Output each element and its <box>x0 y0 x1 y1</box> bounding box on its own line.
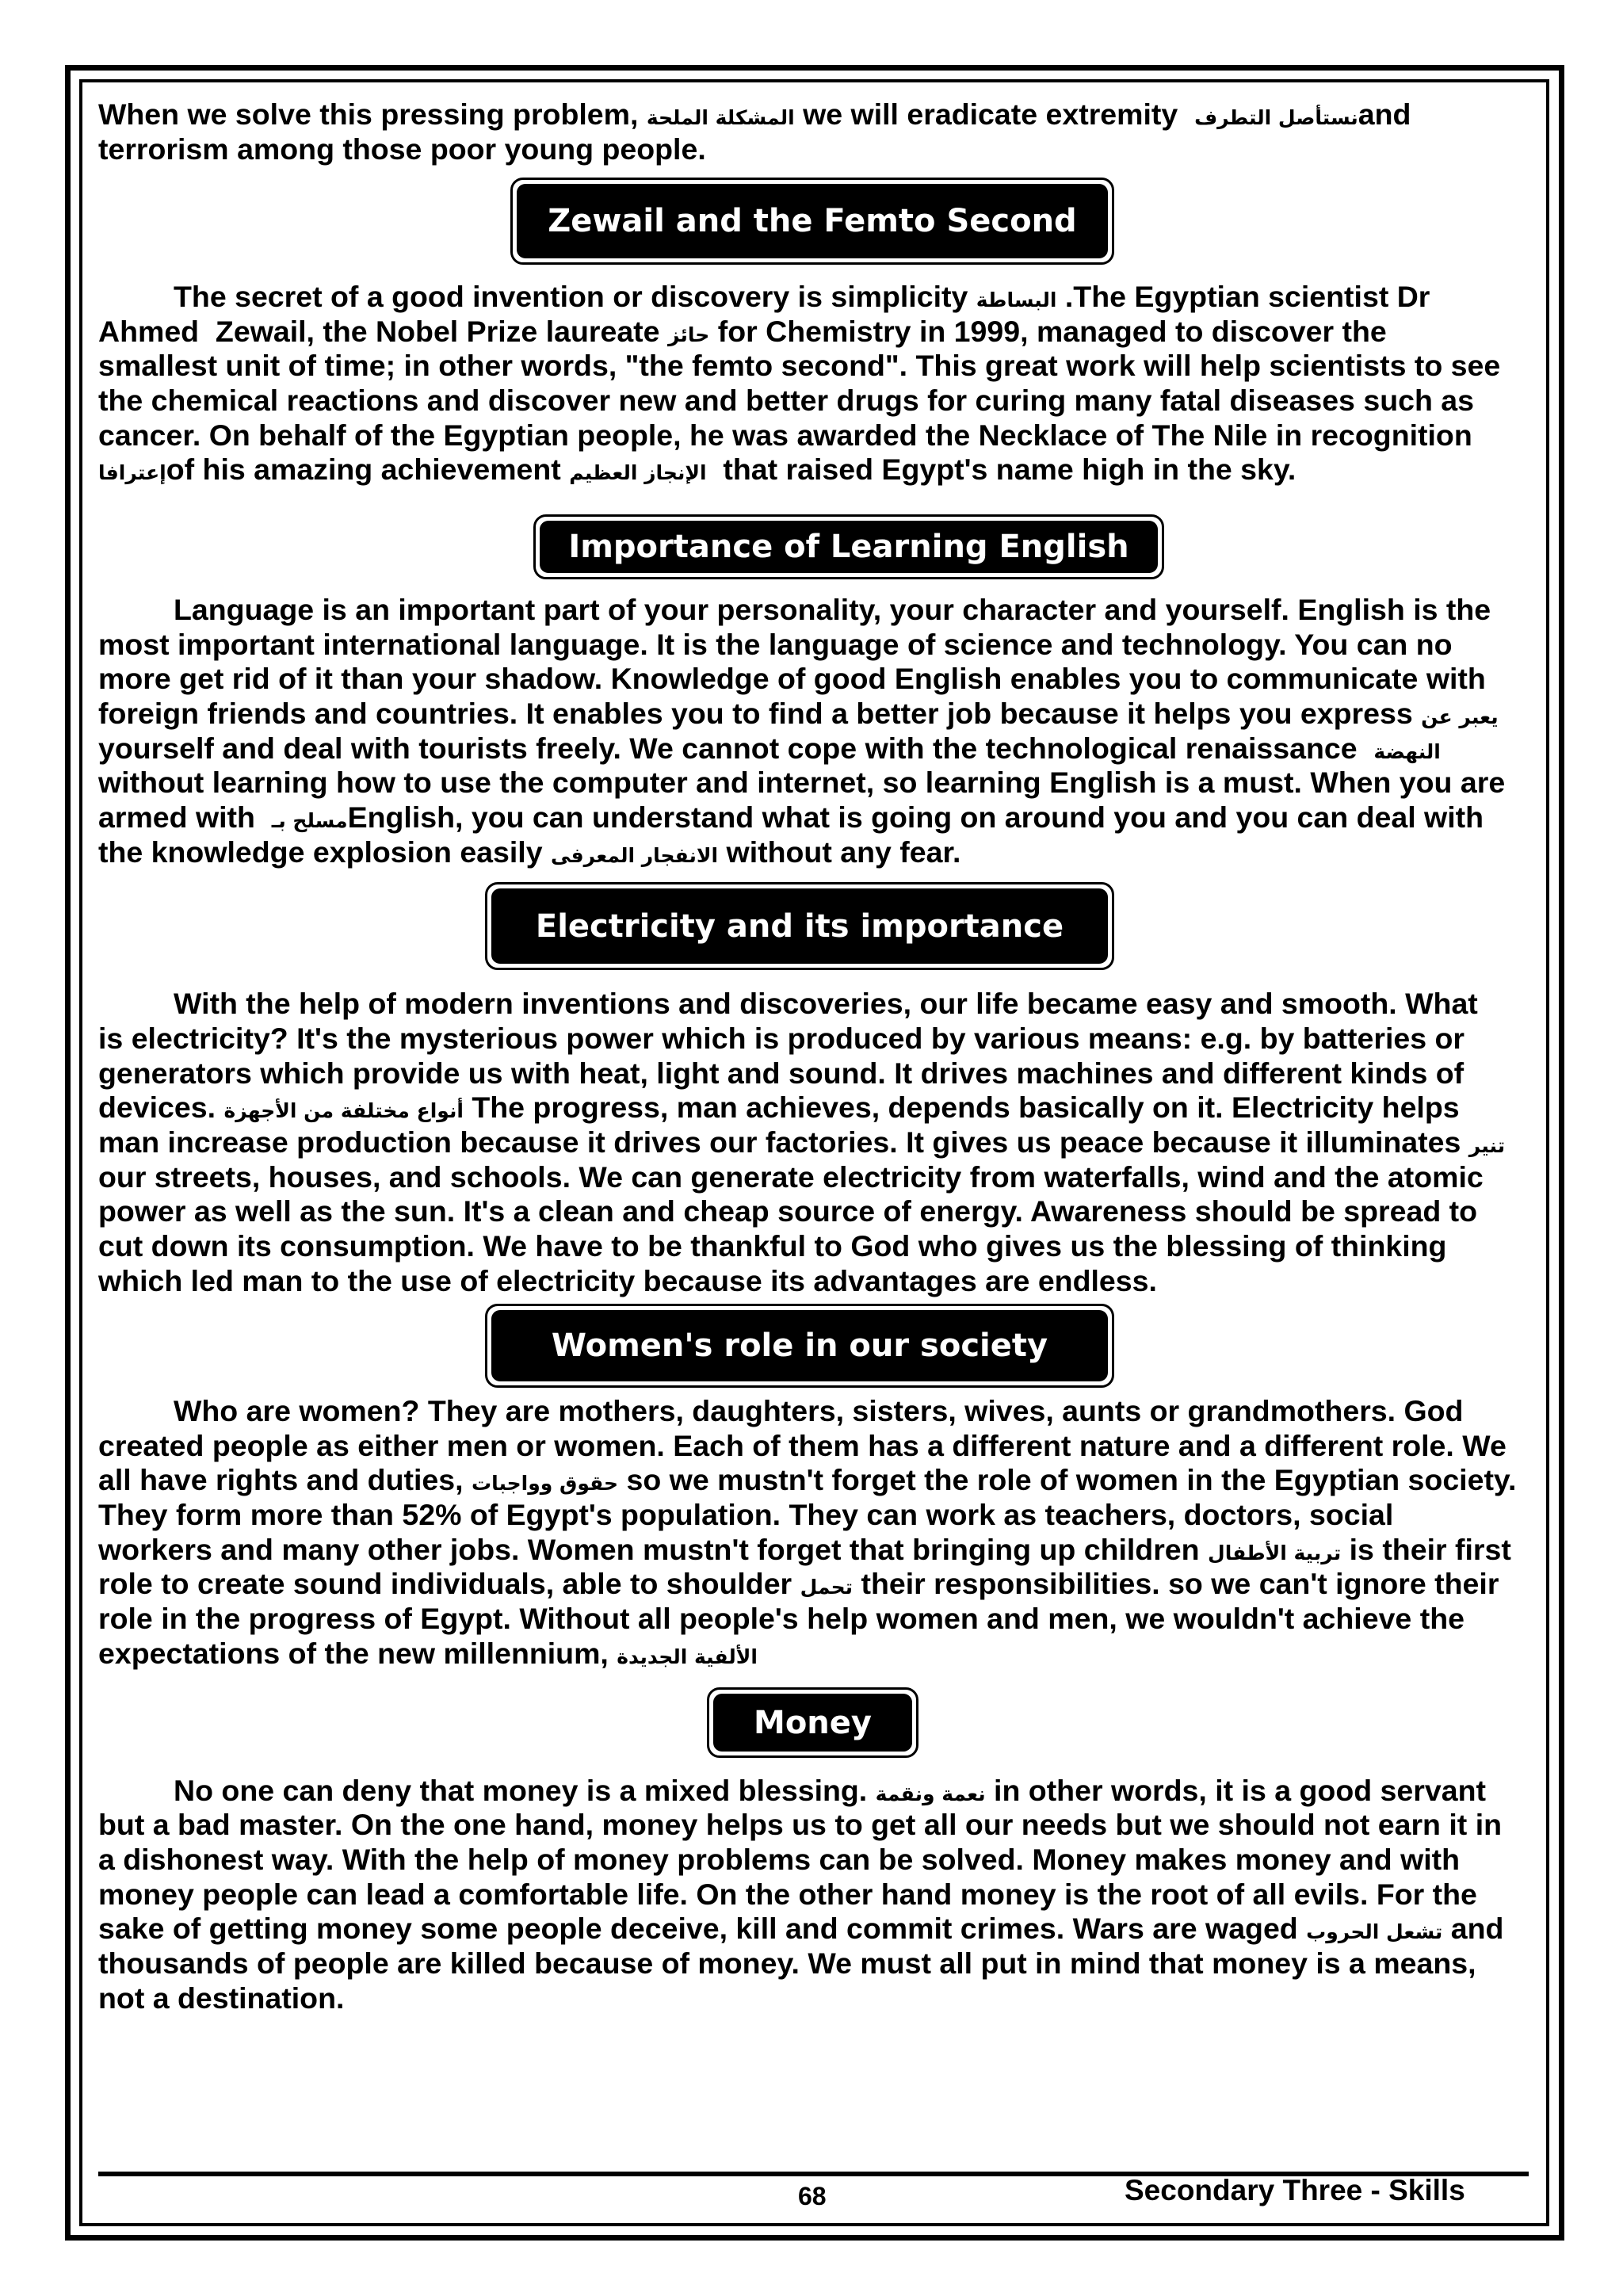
text-line <box>98 593 1541 628</box>
text-line <box>98 1981 1541 2016</box>
text-segment: Ahmed Zewail, the Nobel Prize laureate <box>98 314 668 348</box>
text-line <box>98 732 1541 766</box>
text-line <box>98 697 1541 732</box>
text-segment: more get rid of it than your shadow. Knowledge of good English enables you to communicate with <box>98 662 1486 696</box>
text-line <box>98 1056 1541 1091</box>
page-number: 68 <box>798 2182 827 2210</box>
text-line <box>98 1091 1541 1125</box>
text-segment: is electricity? It's the mysterious power which is produced by various means: e.g. by batteries or <box>98 1021 1465 1055</box>
text-segment: in other words, it is a good servant <box>985 1773 1486 1807</box>
text-segment: man increase production because it drives our factories. It gives us peace because it illuminates <box>98 1125 1469 1159</box>
text-segment: No one can deny that money is a mixed blessing. <box>174 1773 876 1807</box>
text-segment: generators which provide us with heat, light and sound. It drives machines and different kinds of <box>98 1056 1465 1090</box>
arabic-gloss: نستأصل التطرف <box>1194 106 1358 129</box>
text-line <box>98 1843 1541 1878</box>
arabic-gloss: البساطة <box>976 288 1057 311</box>
text-line <box>98 662 1541 697</box>
arabic-gloss: نعمة ونقمة <box>875 1782 986 1805</box>
text-line <box>98 453 1541 487</box>
text-segment: The secret of a good invention or discovery is simplicity <box>174 279 976 313</box>
text-segment: terrorism among those poor young people. <box>98 132 706 166</box>
arabic-gloss: الانفجار المعرفى <box>551 843 719 867</box>
arabic-gloss: تشعل الحروب <box>1306 1920 1443 1944</box>
arabic-gloss: حائز <box>667 323 710 346</box>
text-line <box>98 1229 1541 1264</box>
paragraph-zewail <box>98 280 1541 487</box>
intro-paragraph <box>98 97 1541 166</box>
text-line <box>98 1429 1541 1464</box>
text-segment: thousands of people are killed because of money. We must all put in mind that money is a means, <box>98 1946 1476 1981</box>
text-segment: With the help of modern inventions and discoveries, our life became easy and smooth. What <box>174 987 1478 1021</box>
text-line <box>98 987 1541 1022</box>
text-segment: When we solve this pressing problem, <box>98 97 647 131</box>
arabic-gloss: الألفية الجديدة <box>617 1645 758 1668</box>
text-line <box>98 1878 1541 1912</box>
text-segment: money people can lead a comfortable life. On the other hand money is the root of all evils. For the <box>98 1877 1477 1911</box>
text-segment: we will eradicate extremity <box>794 97 1195 131</box>
text-segment: armed with <box>98 800 272 835</box>
text-line <box>98 1125 1541 1160</box>
text-segment: a dishonest way. With the help of money problems can be solved. Money makes money and with <box>98 1843 1461 1877</box>
text-line <box>98 1394 1541 1429</box>
text-segment: cancer. On behalf of the Egyptian people, he was awarded the Necklace of The Nile in recognition <box>98 418 1472 452</box>
text-segment: role to create sound individuals, able to shoulder <box>98 1567 800 1601</box>
text-segment: power as well as the sun. It's a clean and cheap source of energy. Awareness should be spread to <box>98 1194 1478 1228</box>
text-segment: English, you can understand what is going on around you and you can deal with <box>347 800 1484 835</box>
text-segment: and <box>1442 1912 1504 1946</box>
heading-fill <box>540 521 1158 573</box>
arabic-gloss: النهضة <box>1373 739 1441 763</box>
text-line <box>98 1264 1541 1299</box>
heading-fill <box>517 184 1108 258</box>
text-line <box>98 1160 1541 1195</box>
arabic-gloss: مسلح بـ <box>271 809 348 833</box>
text-line <box>98 384 1541 418</box>
text-segment: their responsibilities. so we can't ignore their <box>853 1567 1499 1601</box>
arabic-gloss: تنير <box>1468 1133 1506 1157</box>
paragraph-women <box>98 1394 1541 1671</box>
text-segment: .The Egyptian scientist Dr <box>1056 279 1430 313</box>
paragraph-electricity <box>98 987 1541 1298</box>
text-line <box>98 800 1541 835</box>
arabic-gloss: الإنجاز العظيم <box>569 461 707 485</box>
text-segment: our streets, houses, and schools. We can generate electricity from waterfalls, wind and the atomic <box>98 1159 1484 1194</box>
text-line <box>98 1808 1541 1843</box>
text-line <box>98 1637 1541 1671</box>
heading-fill <box>491 888 1108 964</box>
text-line <box>98 766 1541 800</box>
paragraph-money <box>98 1774 1541 2016</box>
text-line <box>98 132 1541 167</box>
text-segment: not a destination. <box>98 1981 345 2015</box>
text-segment: foreign friends and countries. It enables you to find a better job because it helps you express <box>98 697 1422 731</box>
arabic-gloss: أنواع مختلفة من الأجهزة <box>223 1099 464 1123</box>
text-segment: expectations of the new millennium, <box>98 1636 617 1670</box>
text-line <box>98 315 1541 350</box>
text-segment: the chemical reactions and discover new and better drugs for curing many fatal diseases such as <box>98 383 1474 417</box>
heading-fill <box>491 1310 1108 1381</box>
text-segment: which led man to the use of electricity because its advantages are endless. <box>98 1263 1157 1297</box>
text-segment: without any fear. <box>718 835 961 869</box>
text-line <box>98 1533 1541 1568</box>
paragraph-english <box>98 593 1541 870</box>
text-segment: created people as either men or women. Each of them has a different nature and a different role. We <box>98 1428 1507 1462</box>
section-heading-money <box>707 1687 918 1758</box>
text-segment: The progress, man achieves, depends basically on it. Electricity helps <box>463 1091 1460 1125</box>
heading-text: Electricity and its importance <box>535 907 1064 945</box>
text-line <box>98 628 1541 663</box>
text-segment: for Chemistry in 1999, managed to discover the <box>709 314 1387 348</box>
arabic-gloss: حقوق وواجبات <box>471 1472 619 1496</box>
section-heading-zewail <box>510 178 1114 265</box>
text-segment: without learning how to use the computer and internet, so learning English is a must. When you are <box>98 766 1506 800</box>
text-line <box>98 1946 1541 1981</box>
section-heading-women <box>485 1304 1114 1388</box>
text-line <box>98 1463 1541 1498</box>
section-heading-english <box>533 514 1164 579</box>
text-line <box>98 349 1541 384</box>
arabic-gloss: المشكلة الملحة <box>646 106 795 129</box>
text-line <box>98 1498 1541 1533</box>
text-segment: smallest unit of time; in other words, "the femto second". This great work will help scientists to see <box>98 349 1501 383</box>
text-segment: most important international language. It is the language of science and technology. You can no <box>98 627 1453 661</box>
arabic-gloss: يعبر عن <box>1421 705 1499 729</box>
text-segment: that raised Egypt's name high in the sky. <box>706 453 1296 487</box>
text-segment: the knowledge explosion easily <box>98 835 551 869</box>
text-segment: all have rights and duties, <box>98 1463 472 1497</box>
section-heading-electricity <box>485 882 1114 970</box>
text-segment: devices. <box>98 1091 224 1125</box>
text-segment: and <box>1358 97 1411 131</box>
heading-text: Importance of Learning English <box>568 529 1129 565</box>
text-line <box>98 1567 1541 1602</box>
text-segment: sake of getting money some people deceive, kill and commit crimes. Wars are waged <box>98 1912 1307 1946</box>
text-segment: Who are women? They are mothers, daughters, sisters, wives, aunts or grandmothers. God <box>174 1394 1464 1427</box>
text-line <box>98 1194 1541 1229</box>
arabic-gloss: تحمل <box>800 1576 854 1599</box>
text-segment: role in the progress of Egypt. Without all people's help women and men, we wouldn't achieve the <box>98 1602 1465 1636</box>
text-segment: of his amazing achievement <box>166 453 570 487</box>
text-line <box>98 280 1541 315</box>
footer-title: Secondary Three - Skills <box>1125 2174 1465 2206</box>
heading-text: Zewail and the Femto Second <box>548 203 1077 239</box>
text-line <box>98 835 1541 870</box>
text-segment: cut down its consumption. We have to be thankful to God who gives us the blessing of thinking <box>98 1229 1447 1263</box>
text-segment: is their first <box>1341 1532 1511 1566</box>
text-segment: Language is an important part of your personality, your character and yourself. English is the <box>174 593 1491 626</box>
text-line <box>98 1022 1541 1056</box>
text-line <box>98 1602 1541 1637</box>
text-segment: They form more than 52% of Egypt's population. They can work as teachers, doctors, social <box>98 1498 1394 1532</box>
text-line <box>98 1912 1541 1946</box>
text-line <box>98 418 1541 453</box>
arabic-gloss: تربية الأطفال <box>1208 1541 1342 1564</box>
heading-text: Women's role in our society <box>551 1328 1048 1364</box>
text-segment: workers and many other jobs. Women mustn't forget that bringing up children <box>98 1532 1208 1566</box>
text-line <box>98 97 1541 132</box>
heading-text: Money <box>754 1704 872 1741</box>
text-segment: so we mustn't forget the role of women in the Egyptian society. <box>618 1463 1517 1497</box>
text-segment: yourself and deal with tourists freely. We cannot cope with the technological renaissance <box>98 731 1374 765</box>
text-line <box>98 1774 1541 1809</box>
heading-fill <box>713 1694 912 1752</box>
text-segment: but a bad master. On the one hand, money helps us to get all our needs but we should not earn it in <box>98 1808 1503 1842</box>
arabic-gloss: إعترافا <box>98 461 166 485</box>
